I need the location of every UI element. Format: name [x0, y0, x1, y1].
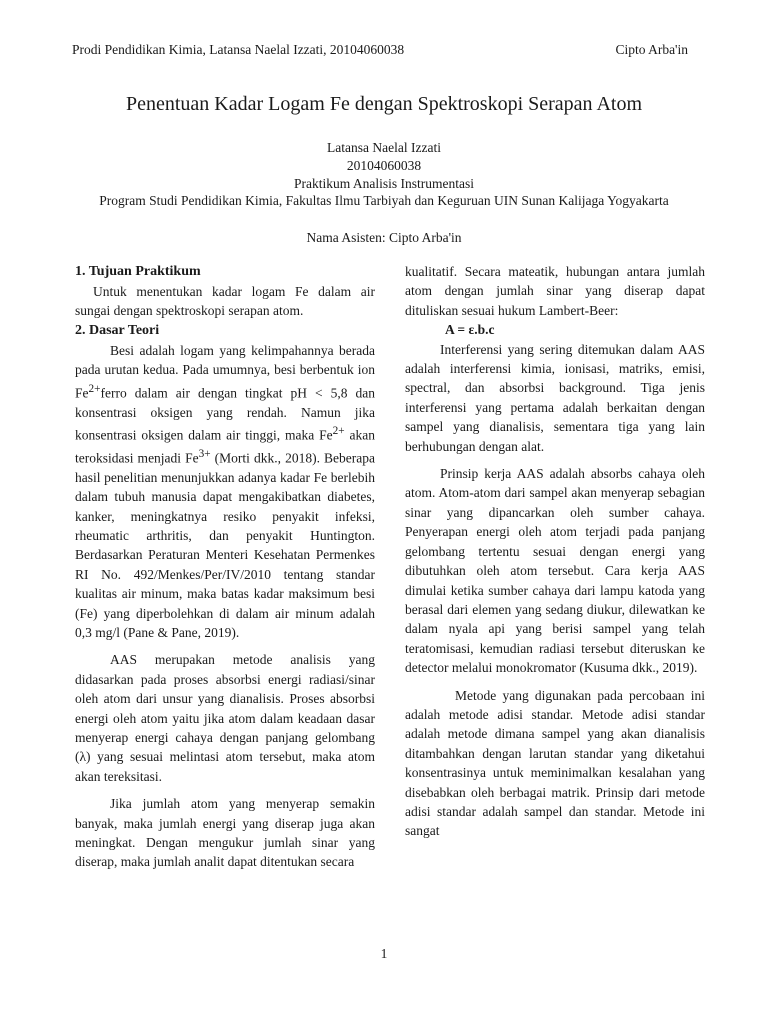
author-id: 20104060038 — [346, 158, 422, 173]
section-heading-dasar-teori: 2. Dasar Teori — [75, 322, 160, 338]
paragraph-aas: AAS merupakan metode analisis yang didasarkan pada proses absorbsi energi radiasi/sinar oleh atom dari unsur yang dianalisis. Proses absorbsi energi oleh atom yaitu jika atom dalam keadaan dasar menyerap energi cahaya dengan panjang gelombang (λ) yang sesuai melintasi atom tersebut, maka atom akan tereksitasi. — [75, 652, 375, 784]
course-name: Praktikum Analisis Instrumentasi — [294, 176, 474, 191]
paragraph-kualitatif: kualitatif. Secara mateatik, hubungan antara jumlah atom dengan jumlah sinar yang diserap dapat dituliskan sesuai hukum Lambert-Beer: — [405, 264, 705, 318]
running-header-left: Prodi Pendidikan Kimia, Latansa Naelal Izzati, 20104060038 — [72, 42, 405, 57]
page-number: 1 — [380, 946, 388, 961]
tujuan-text: Untuk menentukan kadar logam Fe dalam air sungai dengan spektroskopi serapan atom. — [75, 284, 375, 319]
paragraph-interferensi: Interferensi yang sering ditemukan dalam AAS adalah interferensi kimia, ionisasi, matriks, emisi, spectral, dan absorbsi background. Tiga jenis interferensi yang pertama adalah berkaitan dengan sampel yang dianalisis, sementara tiga yang lain berhubungan dengan alat. — [405, 341, 705, 454]
left-column — [75, 262, 375, 872]
affiliation: Program Studi Pendidikan Kimia, Fakultas Ilmu Tarbiyah dan Keguruan UIN Sunan Kalijaga Yogyakarta — [99, 193, 669, 208]
assistant-name: Nama Asisten: Cipto Arba'in — [306, 230, 462, 245]
right-column — [405, 262, 705, 841]
paragraph-besi: Besi adalah logam yang kelimpahannya berada pada urutan kedua. Pada umumnya, besi berbentuk ion $Fe^{2+}ferro$ dalam air dengan tingkat pH < 5,8 dan konsentrasi oksigen yang rendah. Namun jika konsentrasi oksigen dalam air tinggi, maka $Fe^{2+}$ akan teroksidasi menjadi $Fe^{3+}$ (Morti dkk., 2018). Beberapa hasil penelitian menunjukkan adanya kadar Fe berlebih dalam tubuh manusia dapat mengakibatkan diabetes, kanker, meningkatnya resiko penyakit infeksi, rheumatic arthritis, dan penyakit Huntington. Berdasarkan Peraturan Menteri Kesehatan Permenkes RI No. 492/Menkes/Per/IV/2010 tentang standar kualitas air minum, maka batas kadar maksimum besi (Fe) yang diperbolehkan di dalam air minum adalah 0,3 mg/l (Pane & Pane, 2019). — [75, 342, 375, 640]
paragraph-metode: Metode yang digunakan pada percobaan ini adalah metode adisi standar. Metode adisi standar adalah metode dimana sampel yang akan dianalisis ditambahkan dengan larutan standar yang diketahui konsentrasinya untuk meminimalkan kesalahan yang disebabkan oleh berbagai matrik. Prinsip dari metode adisi standar adalah sampel dan standar. Metode ini sangat — [405, 687, 705, 839]
running-header-right: Cipto Arba'in — [615, 42, 688, 57]
paragraph-prinsip-kerja: Prinsip kerja AAS adalah absorbs cahaya oleh atom. Atom-atom dari sampel akan menyerap sebagian sinar yang dipancarkan oleh sumber cahaya. Penyerapan energi oleh atom terjadi pada panjang gelombang tertentu sesuai dengan energi yang dibutuhkan oleh atom tersebut. Cara kerja AAS dimulai ketika sumber cahaya dari lampu katoda yang berasal dari elemen yang sedang diukur, dilewatkan ke dalam nyala api yang berisi sampel yang telah teratomisasi, kemudian radiasi tersebut diteruskan ke detector melalui monokromator (Kusuma dkk., 2019). — [405, 466, 705, 676]
paragraph-jumlah-atom: Jika jumlah atom yang menyerap semakin banyak, maka jumlah energi yang diserap juga akan meningkat. Dengan mengukur jumlah sinar yang diserap, maka jumlah analit dapat ditentukan secara — [75, 796, 375, 870]
paper-title: Penentuan Kadar Logam Fe dengan Spektroskopi Serapan Atom — [126, 93, 642, 115]
lambert-beer-formula: A = ε.b.c — [445, 322, 495, 338]
section-heading-tujuan: 1. Tujuan Praktikum — [75, 264, 201, 279]
author-name: Latansa Naelal Izzati — [327, 140, 441, 155]
